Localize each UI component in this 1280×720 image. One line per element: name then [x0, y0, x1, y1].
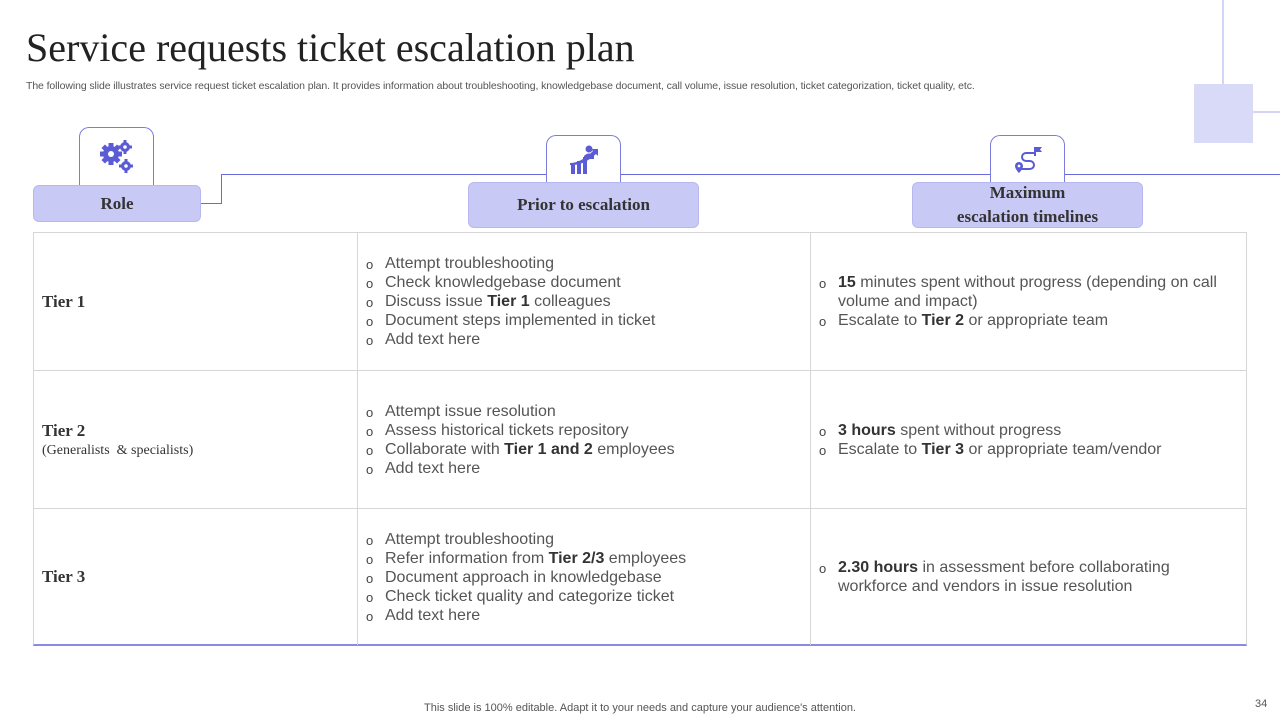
max-icon-tab — [990, 135, 1065, 183]
text: Check ticket quality and categorize ticket — [385, 587, 675, 605]
text: employees — [604, 549, 687, 567]
prior-icon-tab — [546, 135, 621, 183]
header-role — [33, 185, 201, 222]
prior-list — [366, 254, 655, 349]
page-number: 34 — [1255, 698, 1268, 710]
role-cell — [34, 509, 358, 645]
bullet-item — [366, 311, 655, 330]
text: spent without progress — [895, 421, 1062, 439]
bullet-item — [366, 440, 675, 459]
connector-line — [201, 203, 222, 204]
bullet-item — [366, 330, 655, 349]
bullet-item — [366, 254, 655, 273]
bullet-item — [819, 440, 1161, 459]
header-prior-to-escalation — [468, 182, 699, 228]
bullet-item — [366, 549, 686, 568]
bold-text: Tier 1 and 2 — [504, 440, 593, 458]
text: Check knowledgebase document — [385, 274, 621, 291]
max-list — [819, 421, 1161, 459]
max-list — [819, 273, 1228, 330]
bullet-item — [366, 421, 675, 440]
max-cell — [811, 509, 1246, 645]
bold-text: Tier 3 — [921, 440, 965, 458]
decorative-line — [1253, 111, 1280, 113]
connector-line — [221, 174, 222, 204]
page-subtitle: The following slide illustrates service request ticket escalation plan. It provides information about troubleshooting, knowledgebase document, call volume, issue resolution, ticket categorization, ticket quality, etc. — [26, 80, 975, 92]
tier-name: Tier 1 — [42, 291, 86, 311]
max-cell — [811, 233, 1246, 370]
bullet-item — [819, 311, 1228, 330]
prior-cell — [358, 371, 811, 508]
header-max-label-line1: Maximum — [989, 183, 1066, 203]
text: Attempt troubleshooting — [385, 530, 554, 548]
text: Document steps implemented in ticket — [385, 312, 656, 329]
bold-text: 15 — [838, 274, 856, 291]
text: Collaborate with — [385, 440, 505, 458]
bullet-item — [819, 558, 1228, 596]
header-max-escalation — [912, 182, 1143, 228]
text: in assessment before collaborating workforce and vendors in issue resolution — [838, 559, 1170, 595]
bullet-item — [366, 459, 675, 478]
prior-cell — [358, 509, 811, 645]
text: or appropriate team/vendor — [964, 440, 1162, 458]
prior-list — [366, 530, 686, 625]
growth-chart-icon — [567, 143, 601, 177]
gears-icon — [97, 137, 137, 177]
text: Escalate to — [838, 440, 922, 458]
text: Attempt troubleshooting — [385, 255, 554, 272]
bold-text: Tier 2 — [921, 312, 965, 329]
text: Discuss issue — [385, 293, 488, 310]
table-row — [34, 370, 1246, 508]
role-cell — [34, 233, 358, 370]
text: Add text here — [385, 606, 481, 624]
text: Refer information from — [385, 549, 549, 567]
role-icon-tab — [79, 127, 154, 186]
bold-text: Tier 1 — [487, 293, 530, 310]
footer-note: This slide is 100% editable. Adapt it to your needs and capture your audience's attention. — [424, 702, 856, 714]
text: Document approach in knowledgebase — [385, 568, 662, 586]
prior-list — [366, 402, 675, 478]
connector-line — [222, 174, 1280, 175]
bullet-item — [366, 273, 655, 292]
tier-name: Tier 2 — [42, 420, 86, 440]
table-row — [34, 233, 1246, 370]
bullet-item — [819, 273, 1228, 311]
header-prior-label: Prior to escalation — [517, 195, 650, 215]
bullet-item — [366, 530, 686, 549]
header-role-label: Role — [100, 193, 134, 213]
bullet-item — [366, 402, 675, 421]
text: Assess historical tickets repository — [385, 421, 629, 439]
bold-text: 3 hours — [838, 421, 896, 439]
page-title: Service requests ticket escalation plan — [26, 25, 635, 70]
route-flag-icon — [1011, 143, 1045, 177]
escalation-table — [33, 232, 1247, 646]
decorative-square — [1194, 84, 1253, 143]
table-row — [34, 508, 1246, 645]
max-list — [819, 558, 1228, 596]
bullet-item — [366, 292, 655, 311]
bullet-item — [819, 421, 1161, 440]
text: employees — [592, 440, 675, 458]
text: Add text here — [385, 459, 481, 477]
max-cell — [811, 371, 1246, 508]
bold-text: Tier 2/3 — [548, 549, 605, 567]
text: Attempt issue resolution — [385, 402, 556, 420]
text: colleagues — [529, 293, 611, 310]
text: minutes spent without progress (depending on call volume and impact) — [838, 274, 1217, 310]
role-cell — [34, 371, 358, 508]
tier-description: (Generalists & specialists) — [42, 442, 194, 458]
tier-name: Tier 3 — [42, 567, 86, 586]
decorative-line — [1222, 0, 1224, 84]
bold-text: 2.30 hours — [838, 559, 919, 576]
text: or appropriate team — [964, 312, 1109, 329]
bullet-item — [366, 587, 686, 606]
bullet-item — [366, 606, 686, 625]
text: Escalate to — [838, 312, 922, 329]
text: Add text here — [385, 331, 481, 348]
header-max-label-line2: escalation timelines — [956, 207, 1099, 226]
bullet-item — [366, 568, 686, 587]
prior-cell — [358, 233, 811, 370]
